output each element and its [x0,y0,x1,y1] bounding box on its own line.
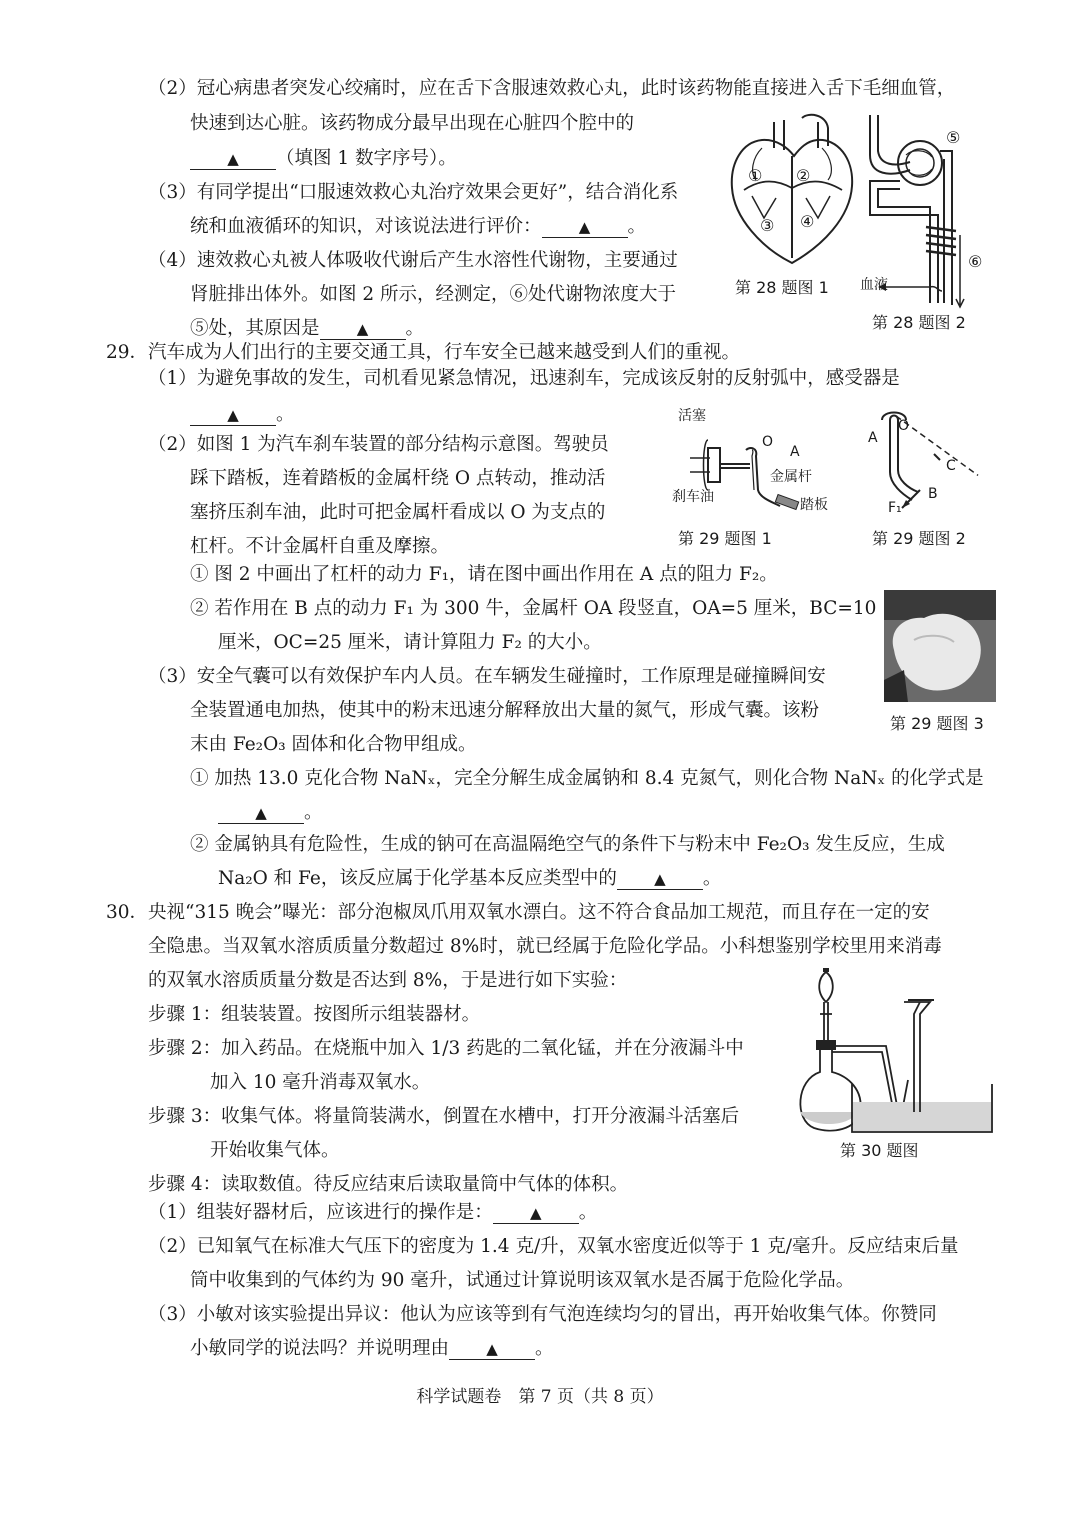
q29-sub2-line1: ② 若作用在 B 点的动力 F₁ 为 300 牛，金属杆 OA 段竖直，OA=5 厘米，BC=10 [190,598,877,619]
q28-fig1-caption: 第 28 题图 1 [735,278,829,297]
answer-blank[interactable]: ▲ [320,319,406,340]
q29-sub4-line2: Na₂O 和 Fe，该反应属于化学基本反应类型中的 ▲ 。 [218,868,722,889]
brake-rod-label: 金属杆 [770,469,812,485]
answer-blank[interactable]: ▲ [190,405,276,426]
q29-fig2-caption: 第 29 题图 2 [872,529,966,548]
q29-part2-line2: 踩下踏板，连着踏板的金属杆绕 O 点转动，推动活 [190,468,606,489]
q30-line1: 30．央视“315 晚会”曝光：部分泡椒凤爪用双氧水漂白。这不符合食品加工规范，而且存在一定的安 [106,902,930,923]
q29-part1-line2: ▲ 。 [190,402,295,428]
q28-part4-line1: （4）速效救心丸被人体吸收代谢后产生水溶性代谢物，主要通过 [148,250,678,271]
nephron-label-6: ⑥ [968,252,983,271]
heart-label-3: ③ [760,216,775,235]
q30-step3-line1: 步骤 3：收集气体。将量筒装满水，倒置在水槽中，打开分液漏斗活塞后 [148,1106,740,1127]
answer-blank[interactable]: ▲ [493,1203,579,1224]
lever-b-label: B [928,486,938,502]
q29-part2-line4: 杠杆。不计金属杆自重及摩擦。 [190,536,450,557]
q29-sub2-line2: 厘米，OC=25 厘米，请计算阻力 F₂ 的大小。 [218,632,602,653]
q29-part3-line2: 全装置通电加热，使其中的粉末迅速分解释放出大量的氮气，形成气囊。该粉 [190,700,820,721]
heart-diagram [722,118,862,268]
heart-label-2: ② [796,166,811,185]
lever-a-label: A [868,430,878,446]
q30-fig-caption: 第 30 题图 [840,1141,919,1160]
q30-step2-line1: 步骤 2：加入药品。在烧瓶中加入 1/3 药匙的二氧化锰，并在分液漏斗中 [148,1038,744,1059]
answer-blank[interactable]: ▲ [542,217,628,238]
q30-line2: 全隐患。当双氧水溶质质量分数超过 8%时，就已经属于危险化学品。小科想鉴别学校里用来消毒 [148,936,942,957]
q30-line3: 的双氧水溶质质量分数是否达到 8%，于是进行如下实验： [148,970,628,991]
brake-pedal-label: 踏板 [800,497,828,513]
q28-part4-line3: ⑤处，其原因是 ▲ 。 [190,318,425,339]
lever-f1-label: F₁ [888,500,902,516]
nephron-label-5: ⑤ [946,128,961,147]
q29-fig1-caption: 第 29 题图 1 [678,529,772,548]
q30-step3-line2: 开始收集气体。 [210,1140,340,1161]
q29-part3-line3: 末由 Fe₂O₃ 固体和化合物甲组成。 [190,734,477,755]
q29-stem: 29．汽车成为人们出行的主要交通工具，行车安全已越来越受到人们的重视。 [106,342,741,363]
q30-step1: 步骤 1：组装装置。按图所示组装器材。 [148,1004,481,1025]
q30-part1: （1）组装好器材后，应该进行的操作是： ▲ 。 [148,1202,598,1223]
q29-part2-line1: （2）如图 1 为汽车刹车装置的部分结构示意图。驾驶员 [148,434,609,455]
q30-part3-line2: 小敏同学的说法吗？并说明理由 ▲ 。 [190,1338,554,1359]
page-footer: 科学试题卷 第 7 页（共 8 页） [416,1387,664,1407]
q28-fig2-caption: 第 28 题图 2 [872,313,966,332]
brake-a-label: A [790,444,800,460]
brake-o-label: O [762,434,774,450]
answer-blank[interactable]: ▲ [449,1339,535,1360]
q28-part2-line1: （2）冠心病患者突发心绞痛时，应在舌下含服速效救心丸，此时该药物能直接进入舌下毛细血管， [148,78,956,99]
airbag-photo [884,590,996,702]
q28-part4-line2: 肾脏排出体外。如图 2 所示，经测定，⑥处代谢物浓度大于 [190,284,677,305]
q30-part3-line1: （3）小敏对该实验提出异议：他认为应该等到有气泡连续均匀的冒出，再开始收集气体。你赞同 [148,1304,937,1325]
lever-c-label: C [946,458,956,474]
q29-part2-line3: 塞挤压刹车油，此时可把金属杆看成以 O 为支点的 [190,502,606,523]
q30-part2-line1: （2）已知氧气在标准大气压下的密度为 1.4 克/升，双氧水密度近似等于 1 克/毫升。反应结束后量 [148,1236,959,1257]
heart-label-1: ① [748,166,763,185]
q29-sub1: ① 图 2 中画出了杠杆的动力 F₁，请在图中画出作用在 A 点的阻力 F₂。 [190,564,778,585]
q30-step2-line2: 加入 10 毫升消毒双氧水。 [210,1072,431,1093]
nephron-blood-label: 血液 [860,277,888,293]
q28-part2-line3: ▲ （填图 1 数字序号）。 [190,146,457,172]
heart-label-4: ④ [800,212,815,231]
q29-part1-line1: （1）为避免事故的发生，司机看见紧急情况，迅速刹车，完成该反射的反射弧中，感受器是 [148,368,900,389]
q29-sub4-line1: ② 金属钠具有危险性，生成的钠可在高温隔绝空气的条件下与粉末中 Fe₂O₃ 发生反应，生成 [190,834,945,855]
lever-diagram [860,400,1000,520]
q28-part3-line2: 统和血液循环的知识，对该说法进行评价： ▲ 。 [190,216,647,237]
q29-sub3-line2: ▲ 。 [218,800,323,826]
brake-oil-label: 刹车油 [672,489,714,505]
lever-o-label: O [898,418,910,434]
q29-sub3-line1: ① 加热 13.0 克化合物 NaNₓ，完全分解生成金属钠和 8.4 克氮气，则化合物 NaNₓ 的化学式是 [190,768,984,789]
brake-piston-label: 活塞 [678,408,706,424]
q28-part3-line1: （3）有同学提出“口服速效救心丸治疗效果会更好”，结合消化系 [148,182,679,203]
q30-part2-line2: 筒中收集到的气体约为 90 毫升，试通过计算说明该双氧水是否属于危险化学品。 [190,1270,855,1291]
oxygen-apparatus [796,962,996,1142]
q29-fig3-caption: 第 29 题图 3 [890,714,984,733]
answer-blank[interactable]: ▲ [218,803,304,824]
q28-part2-line2: 快速到达心脏。该药物成分最早出现在心脏四个腔中的 [190,113,635,134]
answer-blank[interactable]: ▲ [190,149,276,170]
q29-part3-line1: （3）安全气囊可以有效保护车内人员。在车辆发生碰撞时，工作原理是碰撞瞬间安 [148,666,826,687]
q30-step4: 步骤 4：读取数值。待反应结束后读取量筒中气体的体积。 [148,1174,629,1195]
answer-blank[interactable]: ▲ [617,869,703,890]
